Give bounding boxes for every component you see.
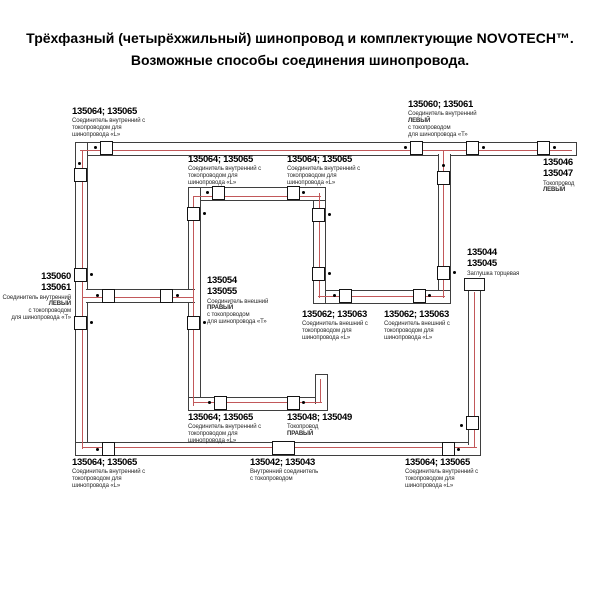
connector-box [287,396,300,410]
connector-box [102,289,115,303]
part-desc: токопроводом для [72,476,122,483]
part-desc: токопроводом для [188,431,238,438]
part-desc: токопроводом для [302,328,352,335]
part-desc: ЛЕВЫЙ [543,187,566,194]
part-code: 135061 [41,282,71,294]
part-desc: токопроводом для [384,328,434,335]
connection-dot [96,294,99,297]
connection-dot [442,164,445,167]
label-connector-outer-L-left [302,310,368,342]
connector-box [466,416,479,430]
part-code: 135064; 135065 [72,106,138,117]
part-desc: Соединитель внутренний с [188,424,262,431]
connector-box [312,208,325,222]
part-desc: с токопроводом [408,125,451,132]
connector-box [287,186,300,200]
track-joint-patch [439,143,450,155]
title-line-2: Возможные способы соединения шинопровода. [130,52,470,69]
connector-box [312,267,325,281]
part-code: 135055 [207,286,237,298]
label-connector-inner-L-bottom-right [405,458,478,490]
label-connector-outer-L-right [384,310,450,342]
part-code: 135060 [41,271,71,282]
part-code: 135064; 135065 [72,457,138,468]
part-desc: для шинопровода «Т» [11,315,71,322]
connection-dot [90,273,93,276]
part-desc: Соединитель внутренний с [287,166,361,173]
part-desc: Токопровод [543,180,575,187]
conductor-line [320,379,321,403]
label-connector-inner-left-T-top-right [408,100,477,139]
part-desc: Соединитель внутренний [2,294,71,301]
part-desc: Соединитель внешний [207,298,269,305]
track-joint-patch [316,398,327,410]
connector-box [102,442,115,456]
part-code: 135048; 135049 [287,412,353,423]
label-connector-inner-left-T-left-side [2,272,71,322]
connector-box [413,289,426,303]
label-connector-inner-L-feed-row [188,413,261,445]
part-desc: шинопровода «L» [287,180,336,187]
part-code: 135047 [543,168,573,180]
label-feed-right [287,413,352,438]
connection-dot [208,401,211,404]
connection-dot [176,294,179,297]
connection-dot [302,191,305,194]
connection-dot [482,146,485,149]
connection-dot [460,424,463,427]
connection-dot [328,213,331,216]
conductor-line [193,197,194,406]
part-desc: токопроводом для [72,125,122,132]
connection-dot [553,146,556,149]
part-code: 135044 [467,247,497,258]
conductor-line [83,297,194,298]
part-desc: шинопровода «L» [302,335,351,342]
part-code: 135064; 135065 [188,412,254,423]
label-connector-outer-right-T-center [207,276,268,326]
page-title [0,27,600,72]
connection-dot [404,146,407,149]
part-desc: с токопроводом [250,476,293,483]
connector-box [74,316,87,330]
part-code: 135046 [543,157,573,168]
part-code: 135045 [467,258,497,270]
track-inner-top-horizontal [188,187,326,201]
part-desc: ЛЕВЫЙ [48,301,71,308]
connector-box [466,141,479,155]
end-cap [464,278,485,291]
part-desc: с токопроводом [28,308,71,315]
part-desc: Соединитель внутренний с [188,166,262,173]
track-joint-patch [189,290,200,302]
connection-dot [428,294,431,297]
connector-box [100,141,113,155]
part-desc: шинопровода «L» [405,483,454,490]
conductor-line [80,150,572,151]
part-code: 135062; 135063 [302,309,368,320]
track-joint-patch [189,398,200,410]
connection-dot [96,448,99,451]
connector-box [437,171,450,185]
connector-box [410,141,423,155]
part-desc: Соединитель внешний с [384,321,450,328]
connector-box [537,141,550,155]
part-desc: шинопровода «L» [72,132,121,139]
part-code: 135054 [207,275,237,286]
connector-box [437,266,450,280]
part-desc: токопроводом для [287,173,337,180]
connection-dot [203,321,206,324]
label-feed-left [543,158,574,194]
part-desc: Соединитель внутренний [408,111,477,118]
connection-dot [206,191,209,194]
connection-dot [94,146,97,149]
connection-dot [328,272,331,275]
part-desc: Соединитель внутренний с [72,469,146,476]
connector-box [442,442,455,456]
connector-box [187,316,200,330]
part-desc: Соединитель внутренний с [72,118,146,125]
connector-box [74,168,87,182]
connector-box [214,396,227,410]
connection-dot [333,294,336,297]
part-desc: ПРАВЫЙ [207,305,234,312]
part-desc: для шинопровода «Т» [408,131,468,138]
part-desc: для шинопровода «Т» [207,319,267,326]
connection-dot [302,401,305,404]
part-code: 135064; 135065 [188,154,254,165]
part-desc: ЛЕВЫЙ [408,118,431,125]
connector-box [187,207,200,221]
part-code: 135064; 135065 [287,154,353,165]
connector-box [339,289,352,303]
part-desc: Заглушка торцевая [467,270,520,277]
part-code: 135062; 135063 [384,309,450,320]
label-connector-inner-L-mid-left [188,155,261,187]
connection-dot [78,162,81,165]
part-desc: шинопровода «L» [188,438,237,445]
connection-dot [453,271,456,274]
part-code: 135042; 135043 [250,457,316,468]
part-code: 135060; 135061 [408,99,474,110]
conductor-line [82,150,83,449]
part-desc: Токопровод [287,424,319,431]
label-inline-connector-bottom-center [250,458,318,483]
part-desc: токопроводом для [405,476,455,483]
connection-dot [90,321,93,324]
track-feed-bottom-horizontal [188,397,328,411]
connection-dot [203,212,206,215]
connector-box [212,186,225,200]
part-desc: токопроводом для [188,173,238,180]
part-desc: с токопроводом [207,312,250,319]
part-desc: шинопровода «L» [384,335,433,342]
part-desc: шинопровода «L» [72,483,121,490]
part-desc: шинопровода «L» [188,180,237,187]
part-desc: Соединитель внешний с [302,321,368,328]
track-joint-patch [189,188,200,200]
label-connector-inner-L-mid-right [287,155,360,187]
part-code: 135064; 135065 [405,457,471,468]
part-desc: ПРАВЫЙ [287,431,314,438]
title-line-1: Трёхфазный (четырёхжильный) шинопровод и комплектующие NOVOTECH™. [26,30,574,46]
part-desc: Внутренний соединитель [250,469,319,476]
label-connector-inner-L-bottom-left [72,458,145,490]
label-connector-inner-L-top-left [72,107,145,139]
connection-dot [457,448,460,451]
connector-box [160,289,173,303]
part-desc: Соединитель внутренний с [405,469,479,476]
label-end-cap [467,248,519,277]
connector-box [74,268,87,282]
connector-box-inline [272,441,295,455]
